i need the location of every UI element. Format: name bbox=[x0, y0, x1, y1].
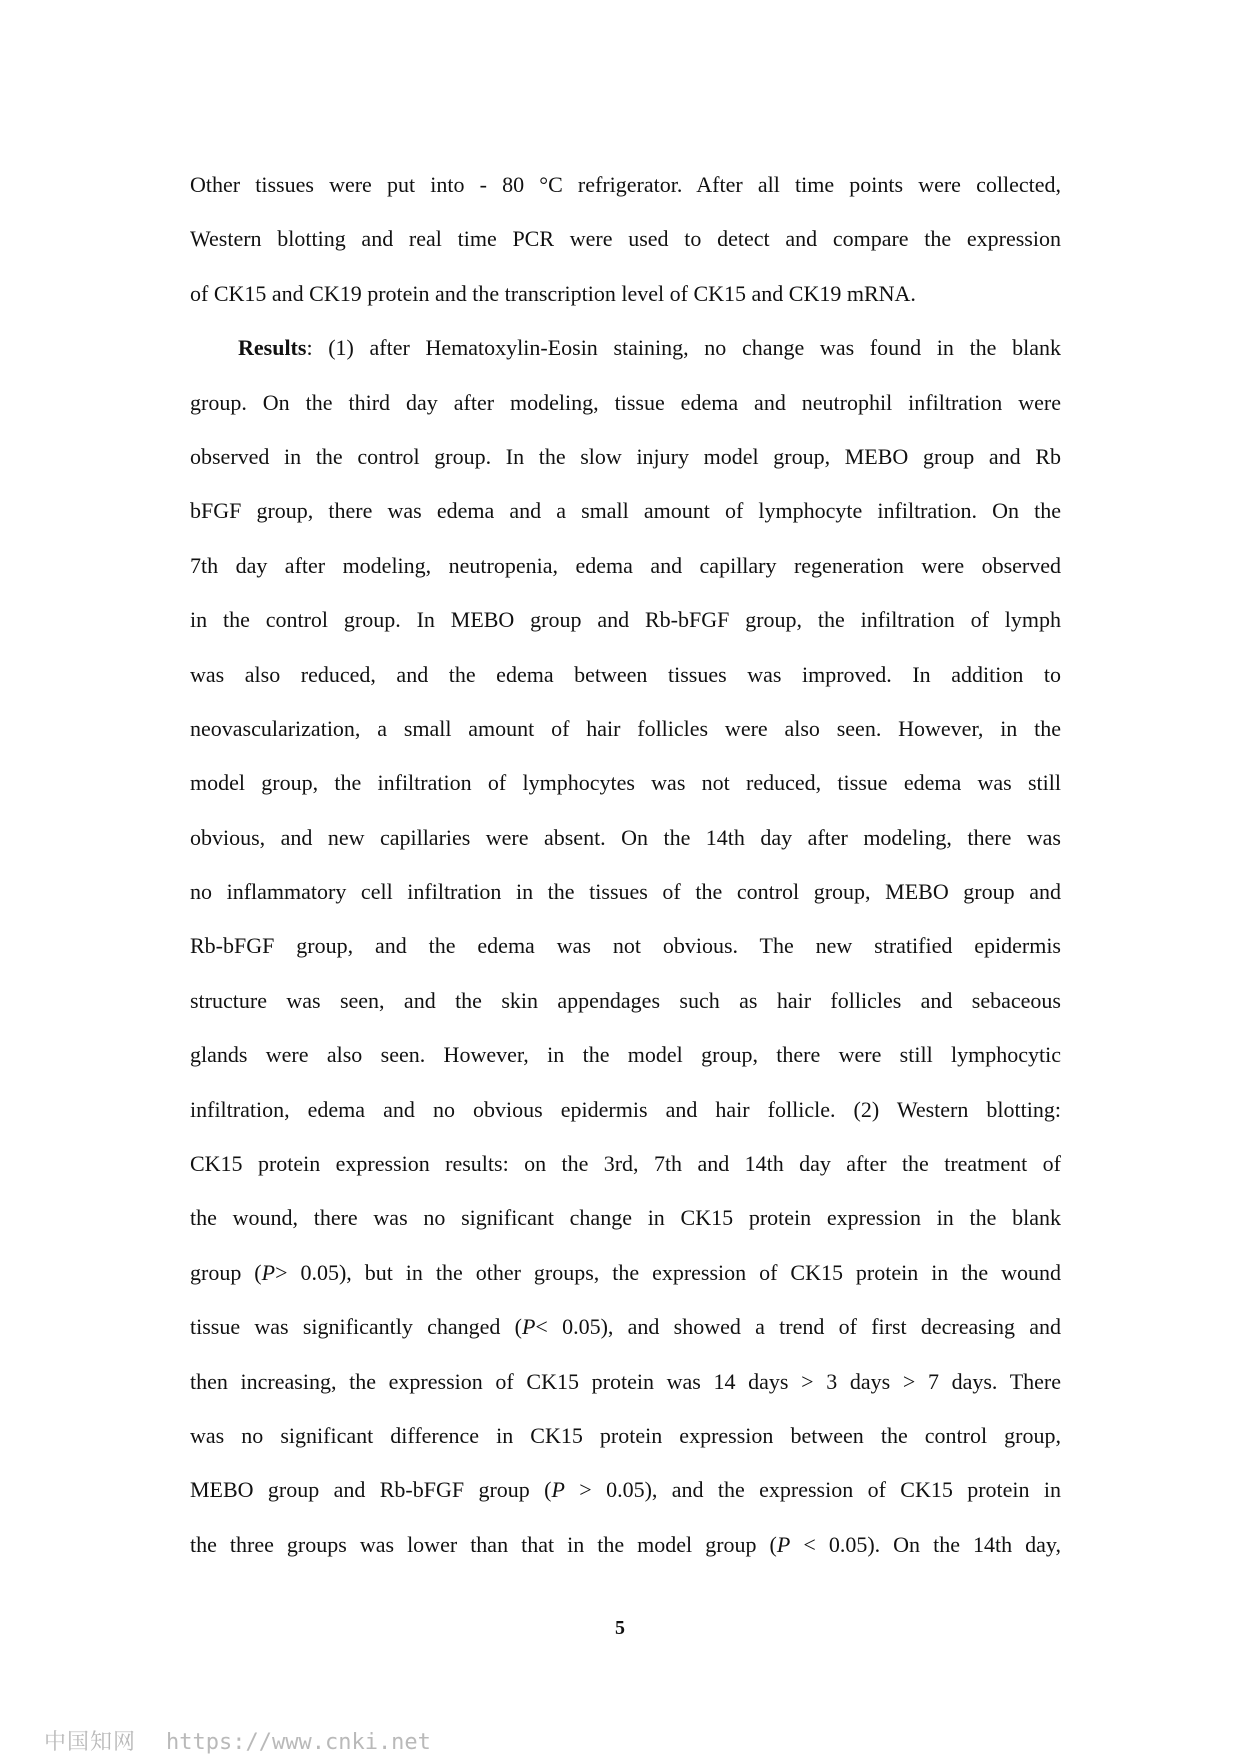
page-number: 5 bbox=[615, 1617, 625, 1639]
watermark-url: https://www.cnki.net bbox=[166, 1730, 431, 1755]
watermark-cnki-logo-text: 中国知网 bbox=[44, 1730, 137, 1755]
text-line: structure was seen, and the skin appendages such as hair follicles and sebaceous bbox=[190, 987, 1061, 1013]
text-line: Rb-bFGF group, and the edema was not obvious. The new stratified epidermis bbox=[190, 933, 1061, 959]
text-line: group (P> 0.05), but in the other groups, the expression of CK15 protein in the wound bbox=[190, 1259, 1061, 1285]
text-line: in the control group. In MEBO group and Rb-bFGF group, the infiltration of lymph bbox=[190, 607, 1061, 633]
text-line: the three groups was lower than that in the model group (P < 0.05). On the 14th day, bbox=[190, 1531, 1061, 1557]
results-first-line: Results: (1) after Hematoxylin-Eosin staining, no change was found in the blank bbox=[238, 335, 1061, 361]
text-line: bFGF group, there was edema and a small amount of lymphocyte infiltration. On the bbox=[190, 498, 1061, 524]
text-line: was also reduced, and the edema between tissues was improved. In addition to bbox=[190, 661, 1061, 687]
text-line: model group, the infiltration of lymphocytes was not reduced, tissue edema was still bbox=[190, 770, 1061, 796]
text-line: obvious, and new capillaries were absent. On the 14th day after modeling, there was bbox=[190, 824, 1061, 850]
text-line: neovascularization, a small amount of hair follicles were also seen. However, in the bbox=[190, 715, 1061, 741]
text-line: tissue was significantly changed (P< 0.05), and showed a trend of first decreasing and bbox=[190, 1314, 1061, 1340]
text-line: glands were also seen. However, in the model group, there were still lymphocytic bbox=[190, 1042, 1061, 1068]
text-line: the wound, there was no significant change in CK15 protein expression in the blank bbox=[190, 1205, 1061, 1231]
source-watermark bbox=[44, 1725, 431, 1756]
text-line: infiltration, edema and no obvious epidermis and hair follicle. (2) Western blotting: bbox=[190, 1096, 1061, 1122]
text-line: Western blotting and real time PCR were used to detect and compare the expression bbox=[190, 226, 1061, 252]
results-heading: Results bbox=[238, 335, 307, 361]
text-line: Other tissues were put into - 80 °C refrigerator. After all time points were collected, bbox=[190, 172, 1061, 197]
text-line: CK15 protein expression results: on the 3rd, 7th and 14th day after the treatment of bbox=[190, 1151, 1061, 1177]
text-line: group. On the third day after modeling, tissue edema and neutrophil infiltration were bbox=[190, 389, 1061, 415]
text-line: 7th day after modeling, neutropenia, edema and capillary regeneration were observed bbox=[190, 552, 1061, 578]
text-line: no inflammatory cell infiltration in the tissues of the control group, MEBO group and bbox=[190, 879, 1061, 905]
text-line: observed in the control group. In the slow injury model group, MEBO group and Rb bbox=[190, 443, 1061, 469]
text-line: then increasing, the expression of CK15 protein was 14 days > 3 days > 7 days. There bbox=[190, 1368, 1061, 1394]
text-line: of CK15 and CK19 protein and the transcription level of CK15 and CK19 mRNA. bbox=[190, 280, 916, 306]
text-line: was no significant difference in CK15 protein expression between the control group, bbox=[190, 1422, 1061, 1448]
text-line: MEBO group and Rb-bFGF group (P > 0.05), and the expression of CK15 protein in bbox=[190, 1477, 1061, 1503]
document-body bbox=[190, 158, 1061, 1572]
